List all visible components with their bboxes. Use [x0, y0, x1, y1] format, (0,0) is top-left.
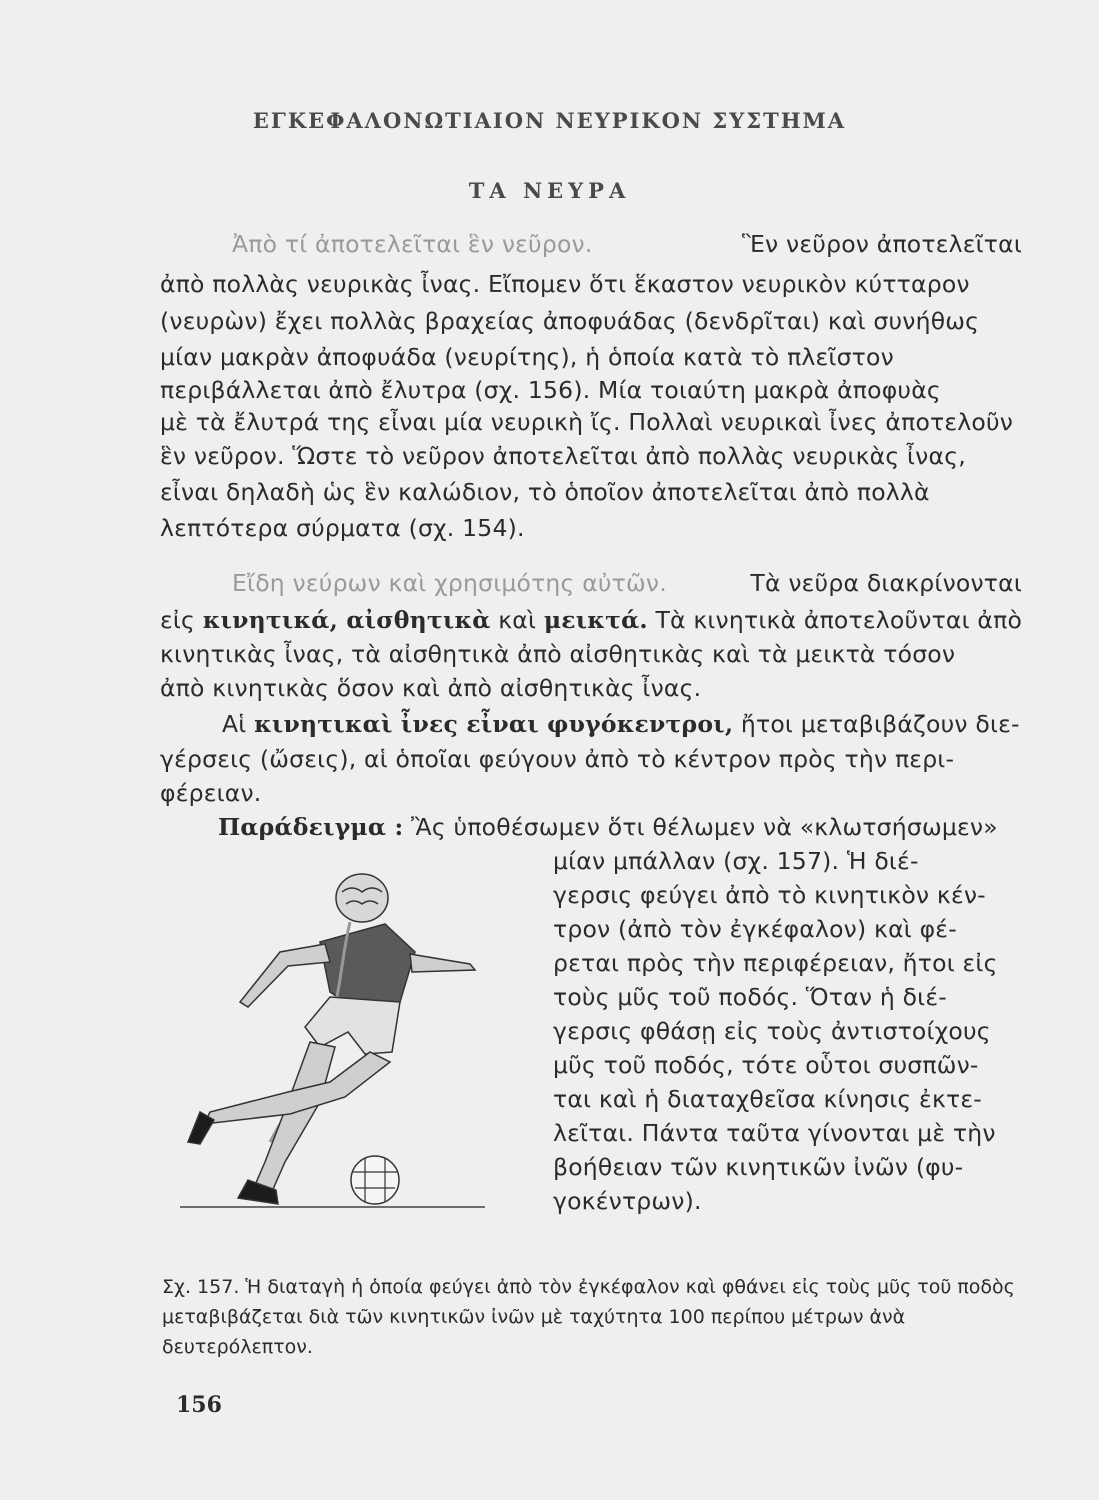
paragraph-4-line-8: μῦς τοῦ ποδός, τότε οὗτοι συσπῶν-: [553, 1051, 979, 1079]
figure-caption: Σχ. 157. Ἡ διαταγὴ ἡ ὁποία φεύγει ἀπὸ τὸν ἐγκέφαλον καὶ φθάνει εἰς τοὺς μῦς τοῦ ποδὸς μεταβιβάζεται διὰ τῶν κινητικῶν ἰνῶν μὲ ταχύτητα 100 περίπου μέτρων ἀνὰ δευτερόλεπτον.: [162, 1276, 1015, 1358]
paragraph-1-line-7: ἓν νεῦρον. Ὥστε τὸ νεῦρον ἀποτελεῖται ἀπὸ πολλὰς νευρικὰς ἶνας,: [160, 442, 966, 470]
paragraph-1-line-4: μίαν μακρὰν ἀποφυάδα (νευρίτης), ἡ ὁποία κατὰ τὸ πλεῖστον: [160, 343, 894, 371]
right-arm: [410, 954, 475, 972]
text-span: Ἂς ὑποθέσωμεν ὅτι θέλωμεν νὰ «κλωτσήσωμεν»: [411, 813, 998, 841]
paragraph-1-line-5: περιβάλλεται ἀπὸ ἔλυτρα (σχ. 156). Μία τοιαύτη μακρὰ ἀποφυὰς: [160, 376, 941, 404]
bold-term: μεικτά.: [543, 606, 648, 634]
paragraph-2-line-3: κινητικὰς ἶνας, τὰ αἰσθητικὰ ἀπὸ αἰσθητικὰς καὶ τὰ μεικτὰ τόσον: [160, 640, 956, 668]
example-label: Παράδειγμα :: [218, 813, 404, 841]
paragraph-2-line-2: [160, 604, 1022, 636]
paragraph-4-line-4: τρον (ἀπὸ τὸν ἐγκέφαλον) καὶ φέ-: [553, 915, 957, 943]
text-span: καὶ: [498, 606, 537, 634]
paragraph-3-line-3: φέρειαν.: [160, 779, 262, 807]
paragraph-2-heading: Εἴδη νεύρων καὶ χρησιμότης αὐτῶν.: [232, 569, 667, 597]
bold-term: κινητικά, αἰσθητικὰ: [202, 606, 491, 634]
paragraph-2-line-1: [232, 567, 1022, 599]
paragraph-3-line-2: γέρσεις (ὤσεις), αἱ ὁποῖαι φεύγουν ἀπὸ τὸ κέντρον πρὸς τὴν περι-: [160, 745, 955, 773]
paragraph-1-text: Ἓν νεῦρον ἀποτελεῖται: [741, 230, 1022, 258]
paragraph-4-line-6: τοὺς μῦς τοῦ ποδός. Ὅταν ἡ διέ-: [553, 983, 947, 1011]
paragraph-4-line-3: γερσις φεύγει ἀπὸ τὸ κινητικὸν κέν-: [553, 881, 986, 909]
brain-head-icon: [336, 874, 388, 922]
left-arm: [240, 944, 330, 1007]
paragraph-1-line-1: [232, 228, 1022, 260]
football-player-figure: [170, 862, 490, 1222]
page-number: 156: [176, 1392, 222, 1418]
paragraph-3-line-1: [222, 708, 1020, 740]
paragraph-1-heading: Ἀπὸ τί ἀποτελεῖται ἓν νεῦρον.: [232, 230, 593, 258]
text-span: εἰς: [160, 606, 196, 634]
paragraph-1-line-9: λεπτότερα σύρματα (σχ. 154).: [160, 514, 525, 542]
player-illustration: [188, 874, 475, 1204]
paragraph-1-line-8: εἶναι δηλαδὴ ὡς ἓν καλώδιον, τὸ ὁποῖον ἀποτελεῖται ἀπὸ πολλὰ: [160, 478, 930, 506]
paragraph-4-line-2: μίαν μπάλλαν (σχ. 157). Ἡ διέ-: [553, 847, 919, 875]
text-span: Τὰ κινητικὰ ἀποτελοῦνται ἀπὸ: [655, 606, 1023, 634]
text-span: ἤτοι μεταβιβάζουν διε-: [740, 710, 1020, 738]
paragraph-4-line-7: γερσις φθάσῃ εἰς τοὺς ἀντιστοίχους: [553, 1017, 991, 1045]
text-span: Αἱ: [222, 710, 247, 738]
football-icon: [351, 1156, 399, 1204]
paragraph-4-line-11: βοήθειαν τῶν κινητικῶν ἰνῶν (φυ-: [553, 1153, 964, 1181]
paragraph-1-line-6: μὲ τὰ ἔλυτρά της εἶναι μία νευρικὴ ἴς. Πολλαὶ νευρικαὶ ἶνες ἀποτελοῦν: [160, 408, 1014, 436]
section-title: ΕΓΚΕΦΑΛΟΝΩΤΙΑΙΟΝ ΝΕΥΡΙΚΟΝ ΣΥΣΤΗΜΑ: [252, 108, 847, 133]
paragraph-1-line-2: [160, 268, 1022, 300]
paragraph-1-line-3: (νευρὼν) ἔχει πολλὰς βραχείας ἀποφυάδας (δενδρῖται) καὶ συνήθως: [160, 307, 980, 335]
paragraph-2-text: Τὰ νεῦρα διακρίνονται: [750, 569, 1022, 597]
subsection-title: ΤΑ ΝΕΥΡΑ: [468, 178, 631, 203]
bold-term: κινητικαὶ ἶνες εἶναι φυγόκεντροι,: [254, 710, 734, 738]
paragraph-4-line-5: ρεται πρὸς τὴν περιφέρειαν, ἤτοι εἰς: [553, 949, 998, 977]
paragraph-4-line-10: λεῖται. Πάντα ταῦτα γίνονται μὲ τὴν: [553, 1119, 996, 1147]
paragraph-4-line-12: γοκέντρων).: [553, 1187, 702, 1215]
text-line: ἀπὸ πολλὰς νευρικὰς ἶνας. Εἴπομεν ὅτι ἕκαστον νευρικὸν κύτταρον: [160, 270, 970, 298]
paragraph-4-line-9: ται καὶ ἡ διαταχθεῖσα κίνησις ἐκτε-: [553, 1085, 982, 1113]
paragraph-2-line-4: ἀπὸ κινητικὰς ὅσον καὶ ἀπὸ αἰσθητικὰς ἶνας.: [160, 674, 702, 702]
paragraph-4-line-1: [218, 811, 998, 843]
standing-leg: [252, 1042, 335, 1196]
